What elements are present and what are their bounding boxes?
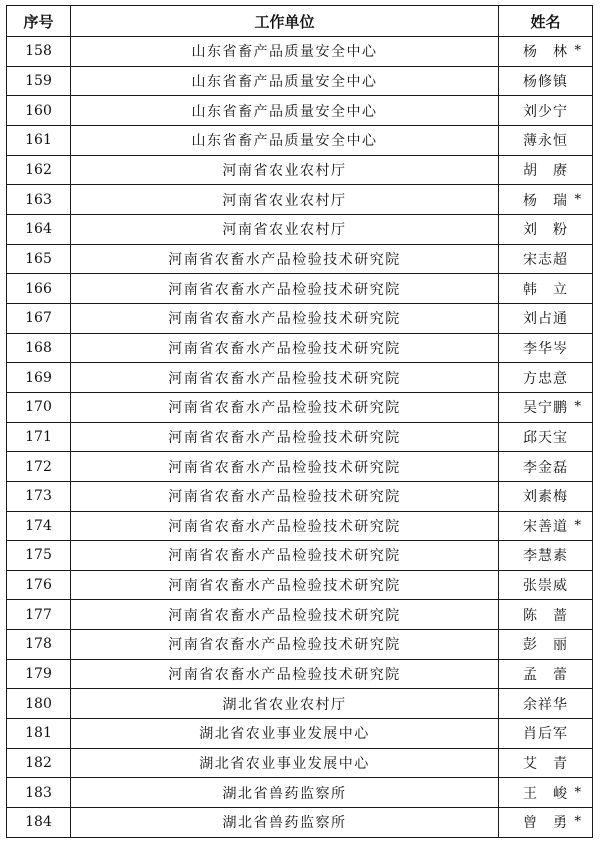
- row-name-cell: [499, 630, 593, 660]
- row-name: 曾 勇: [523, 815, 568, 832]
- asterisk-mark: *: [574, 814, 582, 830]
- table-row: [7, 155, 593, 185]
- table-row: [7, 96, 593, 126]
- row-number: 169: [7, 363, 71, 393]
- row-work-unit: 河南省农畜水产品检验技术研究院: [71, 511, 499, 541]
- row-number: 160: [7, 96, 71, 126]
- row-work-unit: 河南省农畜水产品检验技术研究院: [71, 422, 499, 452]
- row-work-unit: 河南省农畜水产品检验技术研究院: [71, 244, 499, 274]
- table-row: [7, 333, 593, 363]
- row-name: 陈 蔷: [523, 607, 568, 624]
- row-name-cell: [499, 808, 593, 838]
- asterisk-mark: *: [574, 518, 582, 534]
- table-row: [7, 303, 593, 333]
- row-name-cell: [499, 511, 593, 541]
- row-number: 183: [7, 778, 71, 808]
- table-row: [7, 659, 593, 689]
- row-name-cell: [499, 392, 593, 422]
- row-name: 方忠意: [523, 370, 568, 387]
- row-name: 余祥华: [523, 696, 568, 713]
- row-name-cell: [499, 452, 593, 482]
- row-number: 165: [7, 244, 71, 274]
- row-number: 164: [7, 214, 71, 244]
- row-number: 167: [7, 303, 71, 333]
- table-row: [7, 214, 593, 244]
- row-work-unit: 湖北省农业农村厅: [71, 689, 499, 719]
- row-number: 179: [7, 659, 71, 689]
- row-work-unit: 河南省农畜水产品检验技术研究院: [71, 600, 499, 630]
- row-number: 175: [7, 541, 71, 571]
- row-work-unit: 山东省畜产品质量安全中心: [71, 37, 499, 67]
- row-name: 杨 瑞: [523, 192, 568, 209]
- header-row: [7, 6, 593, 37]
- header-number: 序号: [7, 6, 71, 37]
- row-name-cell: [499, 125, 593, 155]
- row-name: 吴宁鹏: [523, 400, 568, 417]
- row-work-unit: 湖北省农业事业发展中心: [71, 719, 499, 749]
- table-row: [7, 481, 593, 511]
- row-number: 181: [7, 719, 71, 749]
- row-number: 171: [7, 422, 71, 452]
- row-name-cell: [499, 333, 593, 363]
- row-name: 刘素梅: [523, 489, 568, 506]
- table-row: [7, 274, 593, 304]
- asterisk-mark: *: [574, 399, 582, 415]
- row-name-cell: [499, 748, 593, 778]
- row-name: 张崇威: [523, 578, 568, 595]
- row-name: 刘 粉: [523, 222, 568, 239]
- row-name: 李慧素: [523, 548, 568, 565]
- row-name-cell: [499, 37, 593, 67]
- row-work-unit: 河南省农业农村厅: [71, 214, 499, 244]
- table-row: [7, 600, 593, 630]
- row-name-cell: [499, 66, 593, 96]
- row-name: 肖后军: [523, 726, 568, 743]
- row-number: 166: [7, 274, 71, 304]
- row-work-unit: 河南省农业农村厅: [71, 155, 499, 185]
- row-name: 王 峻: [523, 785, 568, 802]
- row-work-unit: 山东省畜产品质量安全中心: [71, 125, 499, 155]
- row-name-cell: [499, 541, 593, 571]
- row-name: 薄永恒: [523, 133, 568, 150]
- table-row: [7, 185, 593, 215]
- row-work-unit: 河南省农畜水产品检验技术研究院: [71, 274, 499, 304]
- row-name-cell: [499, 185, 593, 215]
- row-name-cell: [499, 570, 593, 600]
- table-row: [7, 689, 593, 719]
- table-row: [7, 66, 593, 96]
- row-number: 177: [7, 600, 71, 630]
- row-number: 170: [7, 392, 71, 422]
- row-work-unit: 河南省农畜水产品检验技术研究院: [71, 630, 499, 660]
- row-name-cell: [499, 274, 593, 304]
- row-name: 刘占通: [523, 311, 568, 328]
- row-number: 176: [7, 570, 71, 600]
- row-name-cell: [499, 481, 593, 511]
- row-name-cell: [499, 422, 593, 452]
- row-number: 158: [7, 37, 71, 67]
- row-name: 杨修镇: [523, 73, 568, 90]
- row-name-cell: [499, 303, 593, 333]
- row-name: 艾 青: [523, 756, 568, 773]
- row-number: 168: [7, 333, 71, 363]
- row-work-unit: 河南省农畜水产品检验技术研究院: [71, 570, 499, 600]
- table-row: [7, 37, 593, 67]
- row-number: 184: [7, 808, 71, 838]
- row-number: 161: [7, 125, 71, 155]
- row-name-cell: [499, 155, 593, 185]
- row-work-unit: 河南省农业农村厅: [71, 185, 499, 215]
- table-row: [7, 541, 593, 571]
- row-name: 刘少宁: [523, 103, 568, 120]
- row-work-unit: 河南省农畜水产品检验技术研究院: [71, 333, 499, 363]
- row-work-unit: 河南省农畜水产品检验技术研究院: [71, 392, 499, 422]
- table-row: [7, 422, 593, 452]
- asterisk-mark: *: [574, 785, 582, 801]
- table-row: [7, 719, 593, 749]
- row-number: 173: [7, 481, 71, 511]
- row-number: 182: [7, 748, 71, 778]
- table-row: [7, 244, 593, 274]
- row-name-cell: [499, 244, 593, 274]
- row-number: 178: [7, 630, 71, 660]
- table-row: [7, 778, 593, 808]
- table-row: [7, 570, 593, 600]
- row-name-cell: [499, 214, 593, 244]
- row-name: 宋志超: [523, 251, 568, 268]
- row-number: 162: [7, 155, 71, 185]
- row-name: 宋善道: [523, 518, 568, 535]
- row-number: 174: [7, 511, 71, 541]
- row-work-unit: 山东省畜产品质量安全中心: [71, 66, 499, 96]
- row-name: 胡 赓: [523, 162, 568, 179]
- row-name-cell: [499, 96, 593, 126]
- row-name-cell: [499, 778, 593, 808]
- row-name: 邱天宝: [523, 429, 568, 446]
- row-work-unit: 湖北省农业事业发展中心: [71, 748, 499, 778]
- row-work-unit: 河南省农畜水产品检验技术研究院: [71, 303, 499, 333]
- table-row: [7, 630, 593, 660]
- row-work-unit: 河南省农畜水产品检验技术研究院: [71, 659, 499, 689]
- table-row: [7, 808, 593, 838]
- row-number: 163: [7, 185, 71, 215]
- row-work-unit: 河南省农畜水产品检验技术研究院: [71, 452, 499, 482]
- row-work-unit: 湖北省兽药监察所: [71, 778, 499, 808]
- row-name: 彭 丽: [523, 637, 568, 654]
- row-name: 韩 立: [523, 281, 568, 298]
- row-name: 孟 蕾: [523, 667, 568, 684]
- row-number: 172: [7, 452, 71, 482]
- row-number: 159: [7, 66, 71, 96]
- row-work-unit: 河南省农畜水产品检验技术研究院: [71, 541, 499, 571]
- row-name-cell: [499, 689, 593, 719]
- row-name: 李金磊: [523, 459, 568, 476]
- asterisk-mark: *: [574, 192, 582, 208]
- row-work-unit: 河南省农畜水产品检验技术研究院: [71, 481, 499, 511]
- table-row: [7, 511, 593, 541]
- row-work-unit: 湖北省兽药监察所: [71, 808, 499, 838]
- personnel-table: [6, 5, 593, 838]
- table-row: [7, 748, 593, 778]
- row-name-cell: [499, 659, 593, 689]
- row-work-unit: 河南省农畜水产品检验技术研究院: [71, 363, 499, 393]
- row-name-cell: [499, 363, 593, 393]
- row-name: 李华岑: [523, 340, 568, 357]
- table-row: [7, 363, 593, 393]
- table-row: [7, 452, 593, 482]
- row-work-unit: 山东省畜产品质量安全中心: [71, 96, 499, 126]
- row-name-cell: [499, 600, 593, 630]
- table-body: [7, 37, 593, 838]
- row-name: 杨 林: [523, 44, 568, 61]
- table-header: [7, 6, 593, 37]
- table-row: [7, 392, 593, 422]
- row-name-cell: [499, 719, 593, 749]
- asterisk-mark: *: [574, 43, 582, 59]
- table-row: [7, 125, 593, 155]
- header-name: 姓名: [499, 6, 593, 37]
- row-number: 180: [7, 689, 71, 719]
- header-work-unit: 工作单位: [71, 6, 499, 37]
